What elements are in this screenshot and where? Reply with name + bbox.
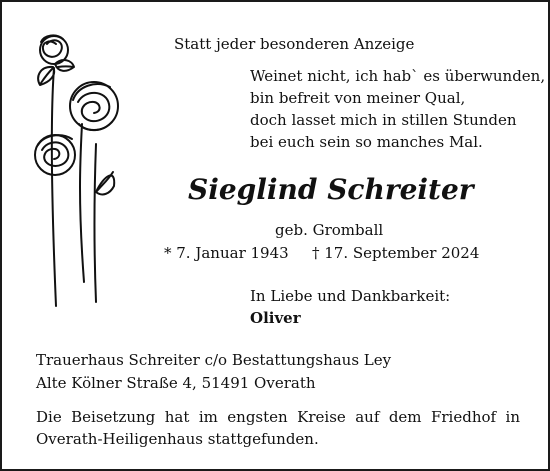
- mourners-names: Oliver: [250, 309, 301, 327]
- rose-stems: [52, 68, 96, 306]
- rose-line-drawing-icon: [30, 32, 130, 322]
- address-line: Trauerhaus Schreiter c/o Bestattungshaus Ley: [36, 351, 392, 369]
- rose-bottom: [35, 135, 75, 175]
- rose-middle: [70, 82, 118, 130]
- poem-line: bei euch sein so manches Mal.: [250, 133, 483, 151]
- deceased-name: Sieglind Schreiter: [188, 173, 474, 206]
- funeral-notice: Die Beisetzung hat im engsten Kreise auf dem Friedhof in Overath-Heiligenhaus stattgefunden.: [36, 408, 520, 448]
- address-line: Alte Kölner Straße 4, 51491 Overath: [36, 374, 316, 392]
- announcement-heading: Statt jeder besonderen Anzeige: [174, 35, 415, 53]
- poem-line: doch lasset mich in stillen Stunden: [250, 111, 517, 129]
- death-date: † 17. September 2024: [312, 244, 480, 262]
- birth-date: * 7. Januar 1943: [164, 244, 289, 262]
- birth-name: geb. Gromball: [275, 221, 384, 239]
- poem-line: bin befreit von meiner Qual,: [250, 89, 466, 107]
- mourners-label: In Liebe und Dankbarkeit:: [250, 287, 451, 305]
- memorial-poem: [250, 65, 545, 153]
- poem-line: Weinet nicht, ich hab` es überwunden,: [250, 67, 546, 85]
